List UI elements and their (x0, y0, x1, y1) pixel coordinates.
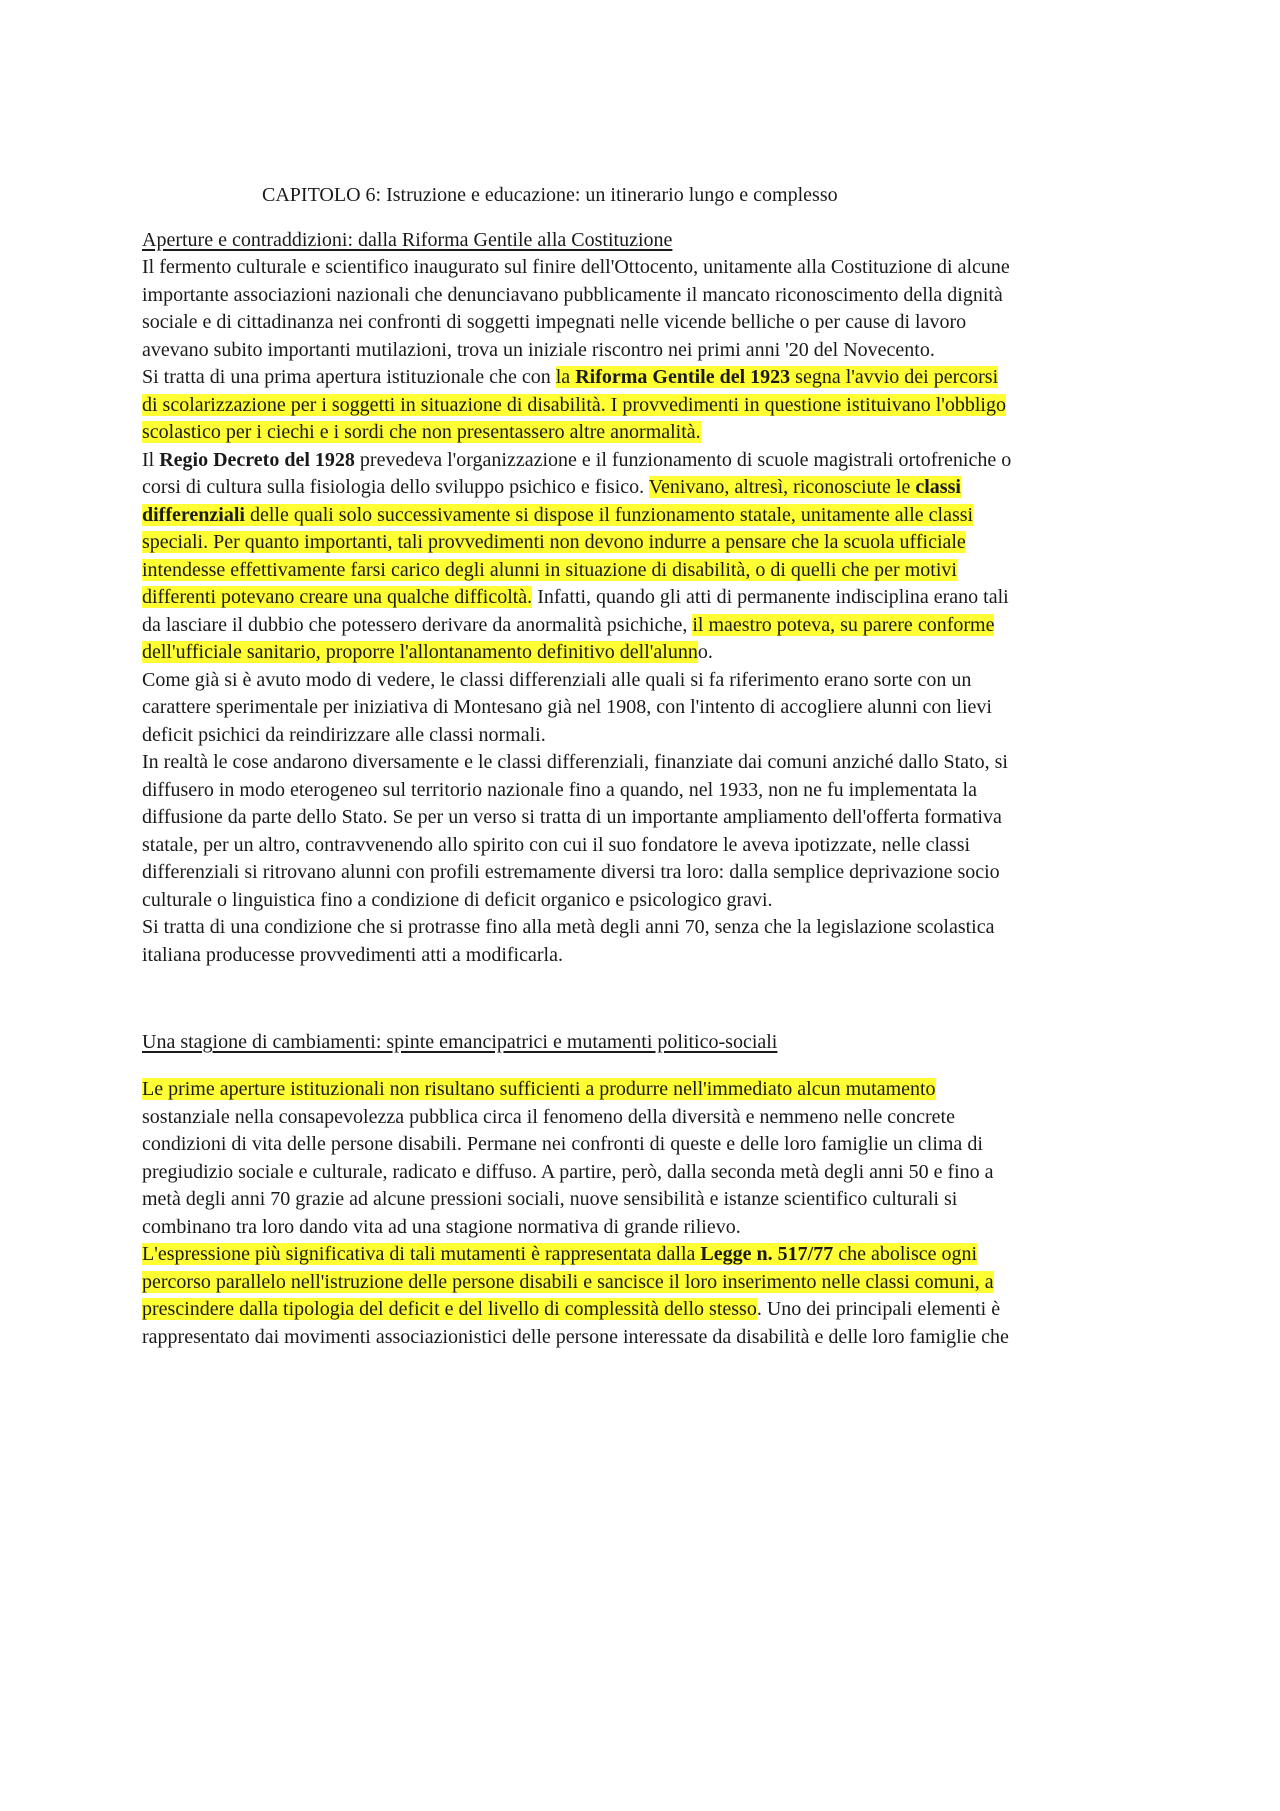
highlight (142, 641, 698, 663)
highlight (142, 1298, 757, 1320)
text-span: che abolisce ogni (833, 1243, 978, 1265)
text-line (142, 584, 1142, 612)
text-span: statale, per un altro, contravvenendo allo spirito con cui il suo fondatore le aveva ipotizzate, nelle classi (142, 833, 971, 856)
text-line (142, 419, 1142, 447)
text-line (142, 364, 1142, 392)
text-line (142, 804, 1142, 832)
text-line (142, 1131, 1142, 1159)
highlight (556, 366, 575, 388)
text-span: sostanziale nella consapevolezza pubblica circa il fenomeno della diversità e nemmeno nelle concrete (142, 1105, 955, 1128)
text-line (142, 557, 1142, 585)
text-span: Come già si è avuto modo di vedere, le classi differenziali alle quali si fa riferimento erano sorte con un (142, 668, 972, 691)
text-line (142, 1159, 1142, 1187)
bold-text: differenziali (142, 503, 245, 526)
text-line (142, 392, 1142, 420)
highlight (649, 476, 916, 498)
text-span: Le prime aperture istituzionali non risultano sufficienti a produrre nell'immediato alcun mutamento (142, 1078, 936, 1100)
chapter-title: CAPITOLO 6: Istruzione e educazione: un itinerario lungo e complesso (262, 184, 838, 206)
text-span: corsi di cultura sulla fisiologia dello sviluppo psichico e fisico. (142, 476, 649, 498)
section-heading-2: Una stagione di cambiamenti: spinte emancipatrici e mutamenti politico-sociali (142, 1031, 778, 1053)
text-line (142, 1186, 1142, 1214)
section-heading-1: Aperture e contraddizioni: dalla Riforma Gentile alla Costituzione (142, 229, 673, 251)
text-span: o. (697, 641, 713, 663)
text-span: italiana producesse provvedimenti atti a modificarla. (142, 943, 563, 966)
text-span: deficit psichici da reindirizzare alle classi normali. (142, 723, 546, 746)
text-line (142, 529, 1142, 557)
text-span: prevedeva l'organizzazione e il funzionamento di scuole magistrali ortofreniche o (354, 448, 1012, 471)
text-span: condizioni di vita delle persone disabili. Permane nei confronti di queste e delle loro famiglie un clima di (142, 1133, 983, 1155)
text-span: importante associazioni nazionali che denunciavano pubblicamente il mancato riconoscimento della dignità (142, 283, 1003, 306)
text-span: da lasciare il dubbio che potessero derivare da anormalità psichiche, (142, 613, 693, 636)
text-span: delle quali solo successivamente si dispose il funzionamento statale, unitamente alle classi (244, 503, 974, 526)
text-span: pregiudizio sociale e culturale, radicato e diffuso. A partire, però, dalla seconda metà degli anni 50 e fino a (142, 1160, 994, 1183)
text-line (142, 777, 1142, 805)
text-span: In realtà le cose andarono diversamente e le classi differenziali, finanziate dai comuni anziché dallo Stato, si (142, 751, 1008, 773)
text-line (142, 1324, 1142, 1352)
text-span: Si tratta di una condizione che si protrasse fino alla metà degli anni 70, senza che la legislazione scolastica (142, 916, 995, 938)
highlight (692, 614, 994, 636)
text-span: di scolarizzazione per i soggetti in situazione di disabilità. I provvedimenti in questione istituivano l'obbligo (142, 393, 1006, 416)
text-span: avevano subito importanti mutilazioni, trova un iniziale riscontro nei primi anni '20 del Novecento. (142, 338, 935, 361)
text-line (142, 1269, 1142, 1297)
text-span: metà degli anni 70 grazie ad alcune pressioni sociali, nuove sensibilità e istanze scientifico culturali si (142, 1188, 958, 1210)
highlight (142, 394, 1006, 416)
text-line (142, 474, 1142, 502)
bold-text: Regio Decreto del 1928 (159, 448, 355, 471)
highlight (142, 1243, 700, 1265)
highlight (142, 1078, 936, 1100)
text-span: rappresentato dai movimenti associazionistici delle persone interessate da disabilità e delle loro famiglie che (142, 1325, 1009, 1348)
highlight (790, 366, 998, 388)
text-span: carattere sperimentale per iniziativa di Montesano già nel 1908, con l'intento di accogliere alunni con lievi (142, 696, 992, 718)
text-line (142, 667, 1142, 695)
text-span: Si tratta di una prima apertura istituzionale che con (142, 366, 556, 388)
highlight (142, 504, 245, 526)
text-span: segna l'avvio dei percorsi (790, 366, 999, 388)
text-line (142, 914, 1142, 942)
text-span: Il (142, 448, 160, 471)
text-span: prescindere dalla tipologia del deficit e del livello di complessità dello stesso (142, 1298, 757, 1320)
text-span: differenti potevano creare una qualche difficoltà. (142, 586, 533, 608)
text-span: culturale o linguistica fino a condizione di deficit organico e psicologico gravi. (142, 888, 773, 911)
text-line (142, 1076, 1142, 1104)
text-span: sociale e di cittadinanza nei confronti di soggetti impegnati nelle vicende belliche o per cause di lavoro (142, 311, 967, 333)
text-line (142, 1104, 1142, 1132)
text-span: combinano tra loro dando vita ad una stagione normativa di grande rilievo. (142, 1215, 741, 1238)
highlight (142, 559, 957, 581)
text-line (142, 502, 1142, 530)
text-span: differenziali si ritrovano alunni con profili estremamente diversi tra loro: dalla semplice deprivazione socio (142, 861, 1000, 883)
text-line (142, 832, 1142, 860)
text-span: Venivano, altresì, riconosciute le (648, 476, 916, 498)
highlight (245, 504, 973, 526)
section-body-1 (142, 254, 1142, 969)
text-line (142, 859, 1142, 887)
text-span: intendesse effettivamente farsi carico degli alunni in situazione di disabilità, o di quelli che per motivi (142, 558, 957, 581)
text-line (142, 1214, 1142, 1242)
text-span: Il fermento culturale e scientifico inaugurato sul finire dell'Ottocento, unitamente alla Costituzione di alcune (142, 256, 1010, 278)
text-span: scolastico per i ciechi e i sordi che non presentassero altre anormalità. (142, 421, 701, 443)
text-span: la (555, 366, 576, 388)
text-span: il maestro poteva, su parere conforme (692, 613, 995, 636)
text-line (142, 639, 1142, 667)
highlight (575, 366, 790, 388)
text-span: . Uno dei principali elementi è (756, 1298, 1001, 1320)
text-line (142, 254, 1142, 282)
highlight (142, 586, 532, 608)
bold-text: Riforma Gentile del 1923 (575, 366, 791, 388)
bold-text: Legge n. 517/77 (700, 1243, 834, 1265)
text-span: dell'ufficiale sanitario, proporre l'allontanamento definitivo dell'alunn (142, 641, 698, 663)
text-span: percorso parallelo nell'istruzione delle persone disabili e sancisce il loro inserimento nelle classi comuni, a (142, 1270, 994, 1293)
text-line (142, 612, 1142, 640)
text-span: speciali. Per quanto importanti, tali provvedimenti non devono indurre a pensare che la scuola ufficiale (142, 531, 966, 553)
text-line (142, 722, 1142, 750)
text-line (142, 447, 1142, 475)
text-span: Infatti, quando gli atti di permanente indisciplina erano tali (532, 586, 1009, 608)
text-span: diffusero in modo eterogeneo sul territorio nazionale fino a quando, nel 1933, non ne fu implementata la (142, 778, 977, 801)
text-line (142, 1241, 1142, 1269)
highlight (915, 476, 961, 498)
text-line (142, 942, 1142, 970)
highlight (700, 1243, 833, 1265)
highlight (142, 531, 966, 553)
highlight (833, 1243, 977, 1265)
bold-text: classi (915, 476, 961, 498)
text-line (142, 749, 1142, 777)
highlight (142, 1271, 994, 1293)
text-line (142, 1296, 1142, 1324)
section-body-2 (142, 1076, 1142, 1351)
text-line (142, 309, 1142, 337)
text-line (142, 337, 1142, 365)
text-line (142, 282, 1142, 310)
text-line (142, 887, 1142, 915)
text-span: L'espressione più significativa di tali mutamenti è rappresentata dalla (142, 1243, 701, 1265)
highlight (142, 421, 701, 443)
text-line (142, 694, 1142, 722)
text-span: diffusione da parte dello Stato. Se per un verso si tratta di un importante ampliamento dell'offerta formativa (142, 806, 1002, 828)
